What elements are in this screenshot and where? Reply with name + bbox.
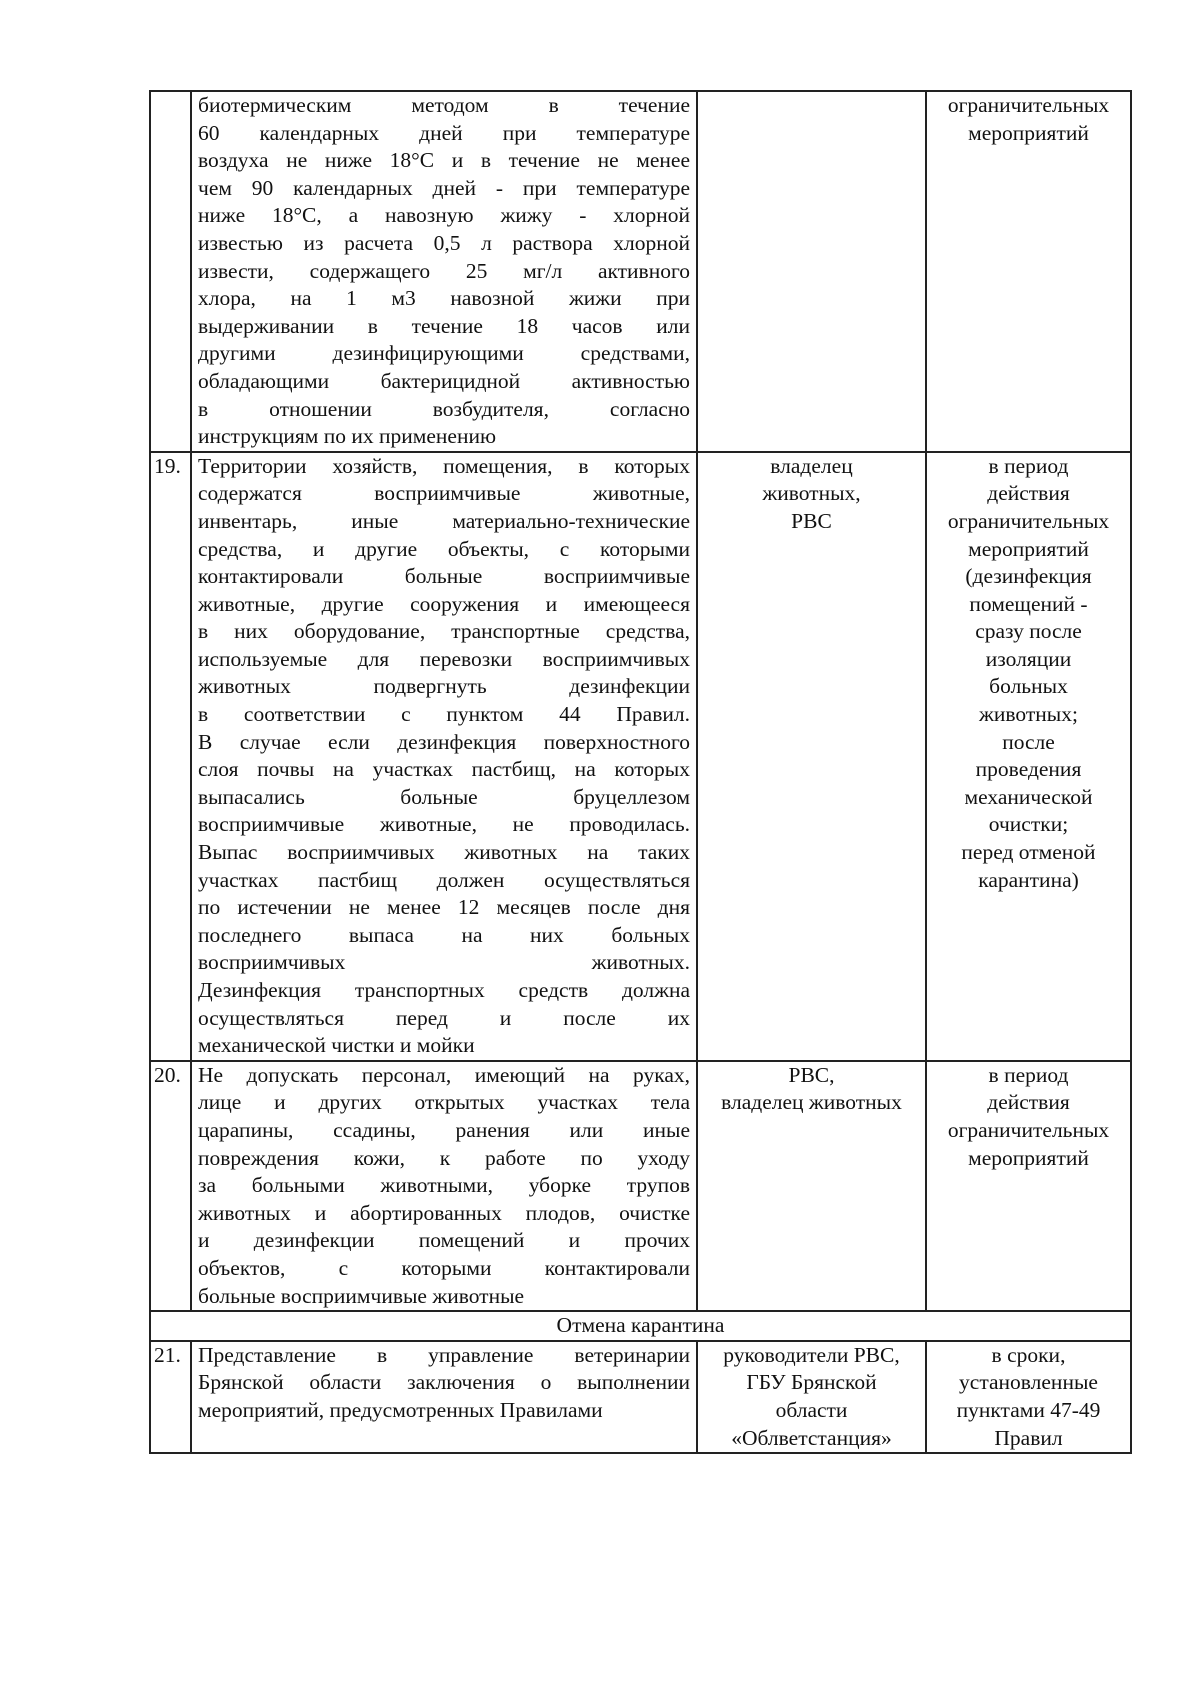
text-line: хлора, на 1 м3 навозной жижи при <box>198 286 690 311</box>
text-line: проведения <box>975 757 1082 782</box>
text-line: известью из расчета 0,5 л раствора хлорной <box>198 230 690 255</box>
text-line: содержатся восприимчивые животные, <box>198 481 690 506</box>
row-number: 20. <box>150 1061 191 1311</box>
text-line: больных <box>989 674 1068 699</box>
text-line: 60 календарных дней при температуре <box>198 120 690 145</box>
responsible-cell <box>697 452 926 1061</box>
text-line: ограничительных <box>947 508 1110 533</box>
deadline-cell <box>926 1061 1131 1311</box>
text-line: очистки; <box>988 812 1069 837</box>
measure-cell <box>191 452 697 1061</box>
table-row <box>150 91 1131 452</box>
text-line: животных, <box>762 481 861 506</box>
text-line: повреждения кожи, к работе по уходу <box>198 1145 690 1170</box>
text-line: инвентарь, иные материально-технические <box>198 508 690 533</box>
text-line: действия <box>987 1090 1070 1115</box>
text-line: в них оборудование, транспортные средства, <box>198 619 690 644</box>
text-line: области <box>775 1397 848 1422</box>
text-line: ограничительных <box>947 93 1110 117</box>
text-line: биотермическим методом в течение <box>198 93 690 117</box>
measure-cell <box>191 1341 697 1453</box>
text-line: действия <box>987 481 1070 506</box>
text-line: другими дезинфицирующими средствами, <box>198 341 690 366</box>
text-line: чем 90 календарных дней - при температуре <box>198 175 690 200</box>
section-title: Отмена карантина <box>150 1311 1131 1341</box>
text-line: в период <box>988 1062 1069 1087</box>
deadline-cell <box>926 91 1131 452</box>
text-line: «Облветстанция» <box>731 1425 892 1450</box>
text-line: используемые для перевозки восприимчивых <box>198 646 690 671</box>
text-line: животных подвергнуть дезинфекции <box>198 674 690 699</box>
text-line: карантина) <box>978 867 1079 892</box>
text-line: изоляции <box>985 646 1072 671</box>
text-line: по истечении не менее 12 месяцев после дня <box>198 895 690 920</box>
text-line: и дезинфекции помещений и прочих <box>198 1228 690 1253</box>
text-line: ГБУ Брянской <box>746 1370 877 1395</box>
deadline-cell <box>926 1341 1131 1453</box>
measures-table-body <box>150 91 1131 1453</box>
text-line: пунктами 47-49 <box>956 1397 1101 1422</box>
responsible-cell <box>697 1341 926 1453</box>
text-line: извести, содержащего 25 мг/л активного <box>198 258 690 283</box>
text-line: инструкциям по их применению <box>198 424 497 449</box>
text-line: Брянской области заключения о выполнении <box>198 1370 690 1395</box>
text-line: участках пастбищ должен осуществляться <box>198 867 690 892</box>
text-line: объектов, с которыми контактировали <box>198 1255 690 1280</box>
row-number: 19. <box>150 452 191 1061</box>
text-line: Представление в управление ветеринарии <box>198 1342 690 1367</box>
text-line: восприимчивые животные, не проводилась. <box>198 812 690 837</box>
text-line: Правил <box>994 1425 1063 1450</box>
table-row <box>150 1341 1131 1453</box>
text-line: Дезинфекция транспортных средств должна <box>198 978 690 1002</box>
text-line: Территории хозяйств, помещения, в которых <box>198 453 690 478</box>
text-line: воздуха не ниже 18°C и в течение не менее <box>198 148 690 173</box>
text-line: мероприятий <box>968 1145 1089 1170</box>
text-line: ограничительных <box>947 1117 1110 1142</box>
text-line: механической <box>964 784 1093 809</box>
text-line: в отношении возбудителя, согласно <box>198 396 690 421</box>
text-line: лице и других открытых участках тела <box>198 1090 690 1115</box>
text-line: животных и абортированных плодов, очистке <box>198 1200 690 1225</box>
measure-cell <box>191 1061 697 1311</box>
responsible-cell <box>697 1061 926 1311</box>
text-line: мероприятий <box>968 120 1089 145</box>
table-row <box>150 452 1131 1061</box>
text-line: животных; <box>979 702 1078 727</box>
text-line: контактировали больные восприимчивые <box>198 564 690 589</box>
text-line: осуществляться перед и после их <box>198 1005 690 1030</box>
text-line: РВС <box>791 508 832 533</box>
text-line: за больными животными, уборке трупов <box>198 1173 690 1198</box>
measure-cell <box>191 91 697 452</box>
text-line: ниже 18°C, а навозную жижу - хлорной <box>198 203 690 228</box>
responsible-cell <box>697 91 926 452</box>
text-line: руководители РВС, <box>723 1342 900 1367</box>
text-line: последнего выпаса на них больных <box>198 922 690 947</box>
text-line: установленные <box>959 1370 1098 1395</box>
text-line: владелец животных <box>721 1090 902 1115</box>
text-line: царапины, ссадины, ранения или иные <box>198 1117 690 1142</box>
row-number: 21. <box>150 1341 191 1453</box>
text-line: механической чистки и мойки <box>198 1033 475 1058</box>
text-line: в соответствии с пунктом 44 Правил. <box>198 702 690 727</box>
text-line: Не допускать персонал, имеющий на руках, <box>198 1062 690 1087</box>
document-page <box>149 90 1130 1454</box>
text-line: В случае если дезинфекция поверхностного <box>198 729 690 754</box>
text-line: владелец <box>770 453 853 478</box>
row-number <box>150 91 191 452</box>
text-line: РВС, <box>788 1062 835 1087</box>
text-line: больные восприимчивые животные <box>198 1283 525 1308</box>
text-line: Выпас восприимчивых животных на таких <box>198 840 690 865</box>
text-line: мероприятий <box>968 536 1089 561</box>
text-line: после <box>1002 729 1055 754</box>
deadline-cell <box>926 452 1131 1061</box>
text-line: (дезинфекция <box>965 564 1092 589</box>
text-line: мероприятий, предусмотренных Правилами <box>198 1397 603 1422</box>
measures-table <box>149 90 1132 1454</box>
text-line: выпасались больные бруцеллезом <box>198 784 690 809</box>
text-line: животные, другие сооружения и имеющееся <box>198 591 690 616</box>
text-line: сразу после <box>975 619 1082 644</box>
text-line: перед отменой <box>961 840 1096 865</box>
text-line: помещений - <box>969 591 1088 616</box>
text-line: средства, и другие объекты, с которыми <box>198 536 690 561</box>
text-line: в сроки, <box>991 1342 1066 1367</box>
table-row <box>150 1061 1131 1311</box>
text-line: обладающими бактерицидной активностью <box>198 368 690 393</box>
text-line: в период <box>988 453 1069 478</box>
section-row <box>150 1311 1131 1341</box>
text-line: восприимчивых животных. <box>198 950 690 975</box>
text-line: выдерживании в течение 18 часов или <box>198 313 690 338</box>
text-line: слоя почвы на участках пастбищ, на которых <box>198 757 690 782</box>
